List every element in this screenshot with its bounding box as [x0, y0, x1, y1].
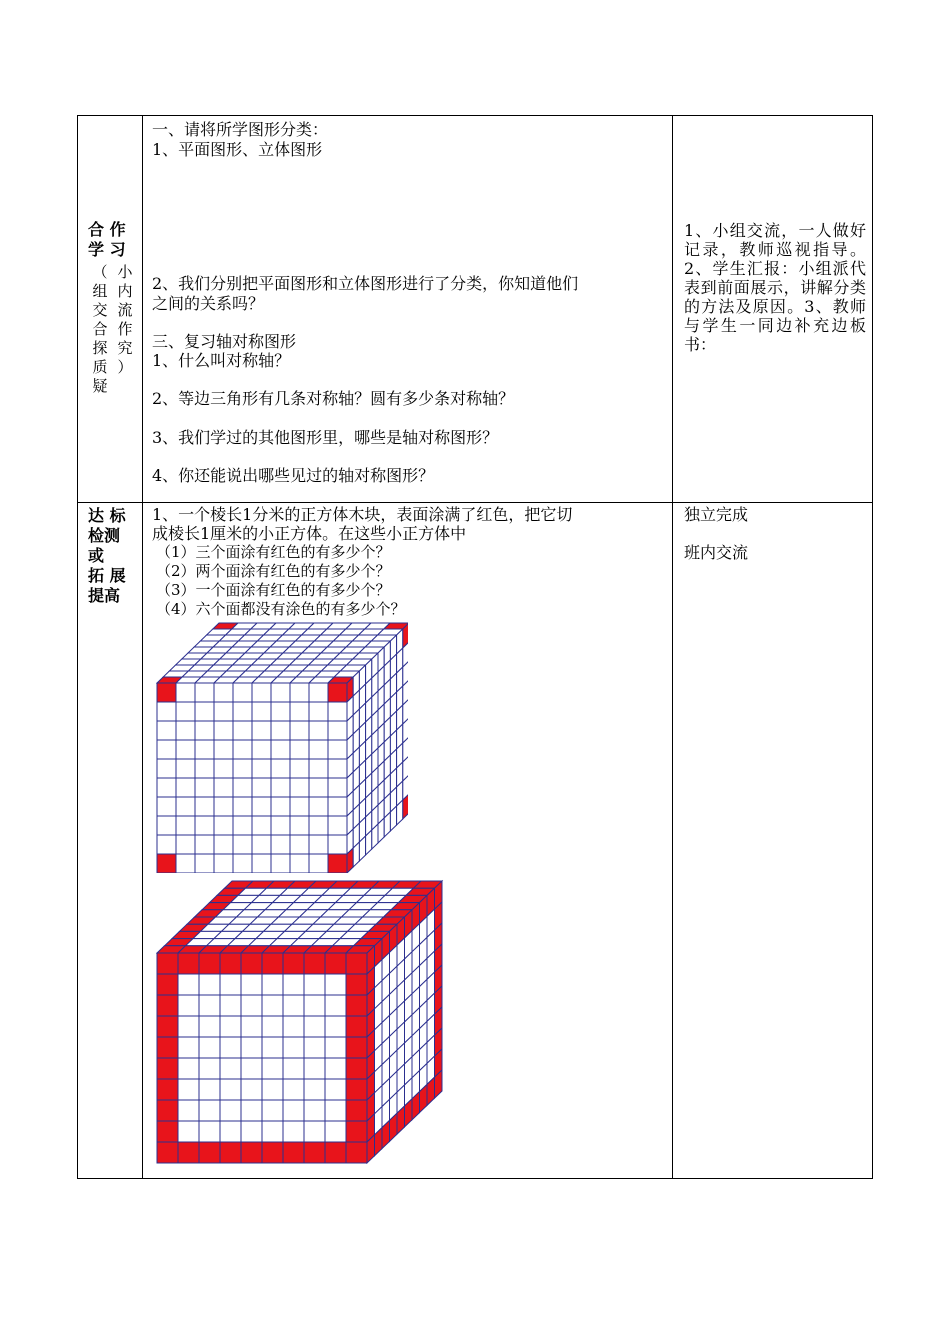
problem-question: （3）一个面涂有红色的有多少个？ — [156, 581, 391, 599]
activity-discussion: 班内交流 — [684, 543, 749, 562]
column-divider — [672, 116, 673, 1178]
problem-question: （1）三个面涂有红色的有多少个？ — [156, 543, 391, 561]
lesson-table — [77, 115, 873, 1179]
problem-line: 成棱长1厘米的小正方体。在这些小正方体中 — [152, 524, 467, 543]
row2-label-line4: 拓 展 — [88, 566, 126, 585]
content-item: 1、平面图形、立体图形 — [152, 140, 323, 159]
content-item: 4、你还能说出哪些见过的轴对称图形？ — [152, 466, 435, 485]
row2-label-line5: 提高 — [88, 586, 121, 605]
content-item: 3、我们学过的其他图形里，哪些是轴对称图形？ — [152, 428, 499, 447]
row1-label-sub-left: （ 组 交 合 探 质 疑 — [92, 263, 108, 395]
column-divider — [142, 116, 143, 1178]
content-item: 之间的关系吗？ — [152, 294, 265, 313]
content-item: 2、等边三角形有几条对称轴？圆有多少条对称轴？ — [152, 389, 515, 408]
row1-activity: 1、小组交流，一人做好记录，教师巡视指导。2、学生汇报：小组派代表到前面展示，讲解分类的方法及原因。3、教师与学生一同边补充边板书： — [684, 221, 866, 354]
row1-label-line2: 学 习 — [88, 240, 126, 259]
row-divider — [78, 502, 872, 503]
row2-label-line2: 检测 — [88, 526, 121, 545]
problem-line: 1、一个棱长1分米的正方体木块，表面涂满了红色，把它切 — [152, 505, 573, 524]
content-heading-classify: 一、请将所学图形分类： — [152, 120, 329, 139]
cube-edges-painted-icon — [156, 879, 456, 1177]
content-item: 1、什么叫对称轴？ — [152, 351, 291, 370]
cube-corners-painted-icon — [156, 621, 408, 873]
row2-label-line1: 达 标 — [88, 506, 126, 525]
row2-label-line3: 或 — [88, 546, 105, 565]
content-heading-symmetry: 三、复习轴对称图形 — [152, 332, 297, 351]
row1-label-sub-right: 小 内 流 作 究 ） — [117, 263, 133, 376]
activity-independent: 独立完成 — [684, 505, 749, 524]
row1-label-line1: 合 作 — [88, 220, 126, 239]
problem-question: （2）两个面涂有红色的有多少个？ — [156, 562, 391, 580]
content-item: 2、我们分别把平面图形和立体图形进行了分类，你知道他们 — [152, 274, 579, 293]
problem-question: （4）六个面都没有涂色的有多少个？ — [156, 600, 406, 618]
